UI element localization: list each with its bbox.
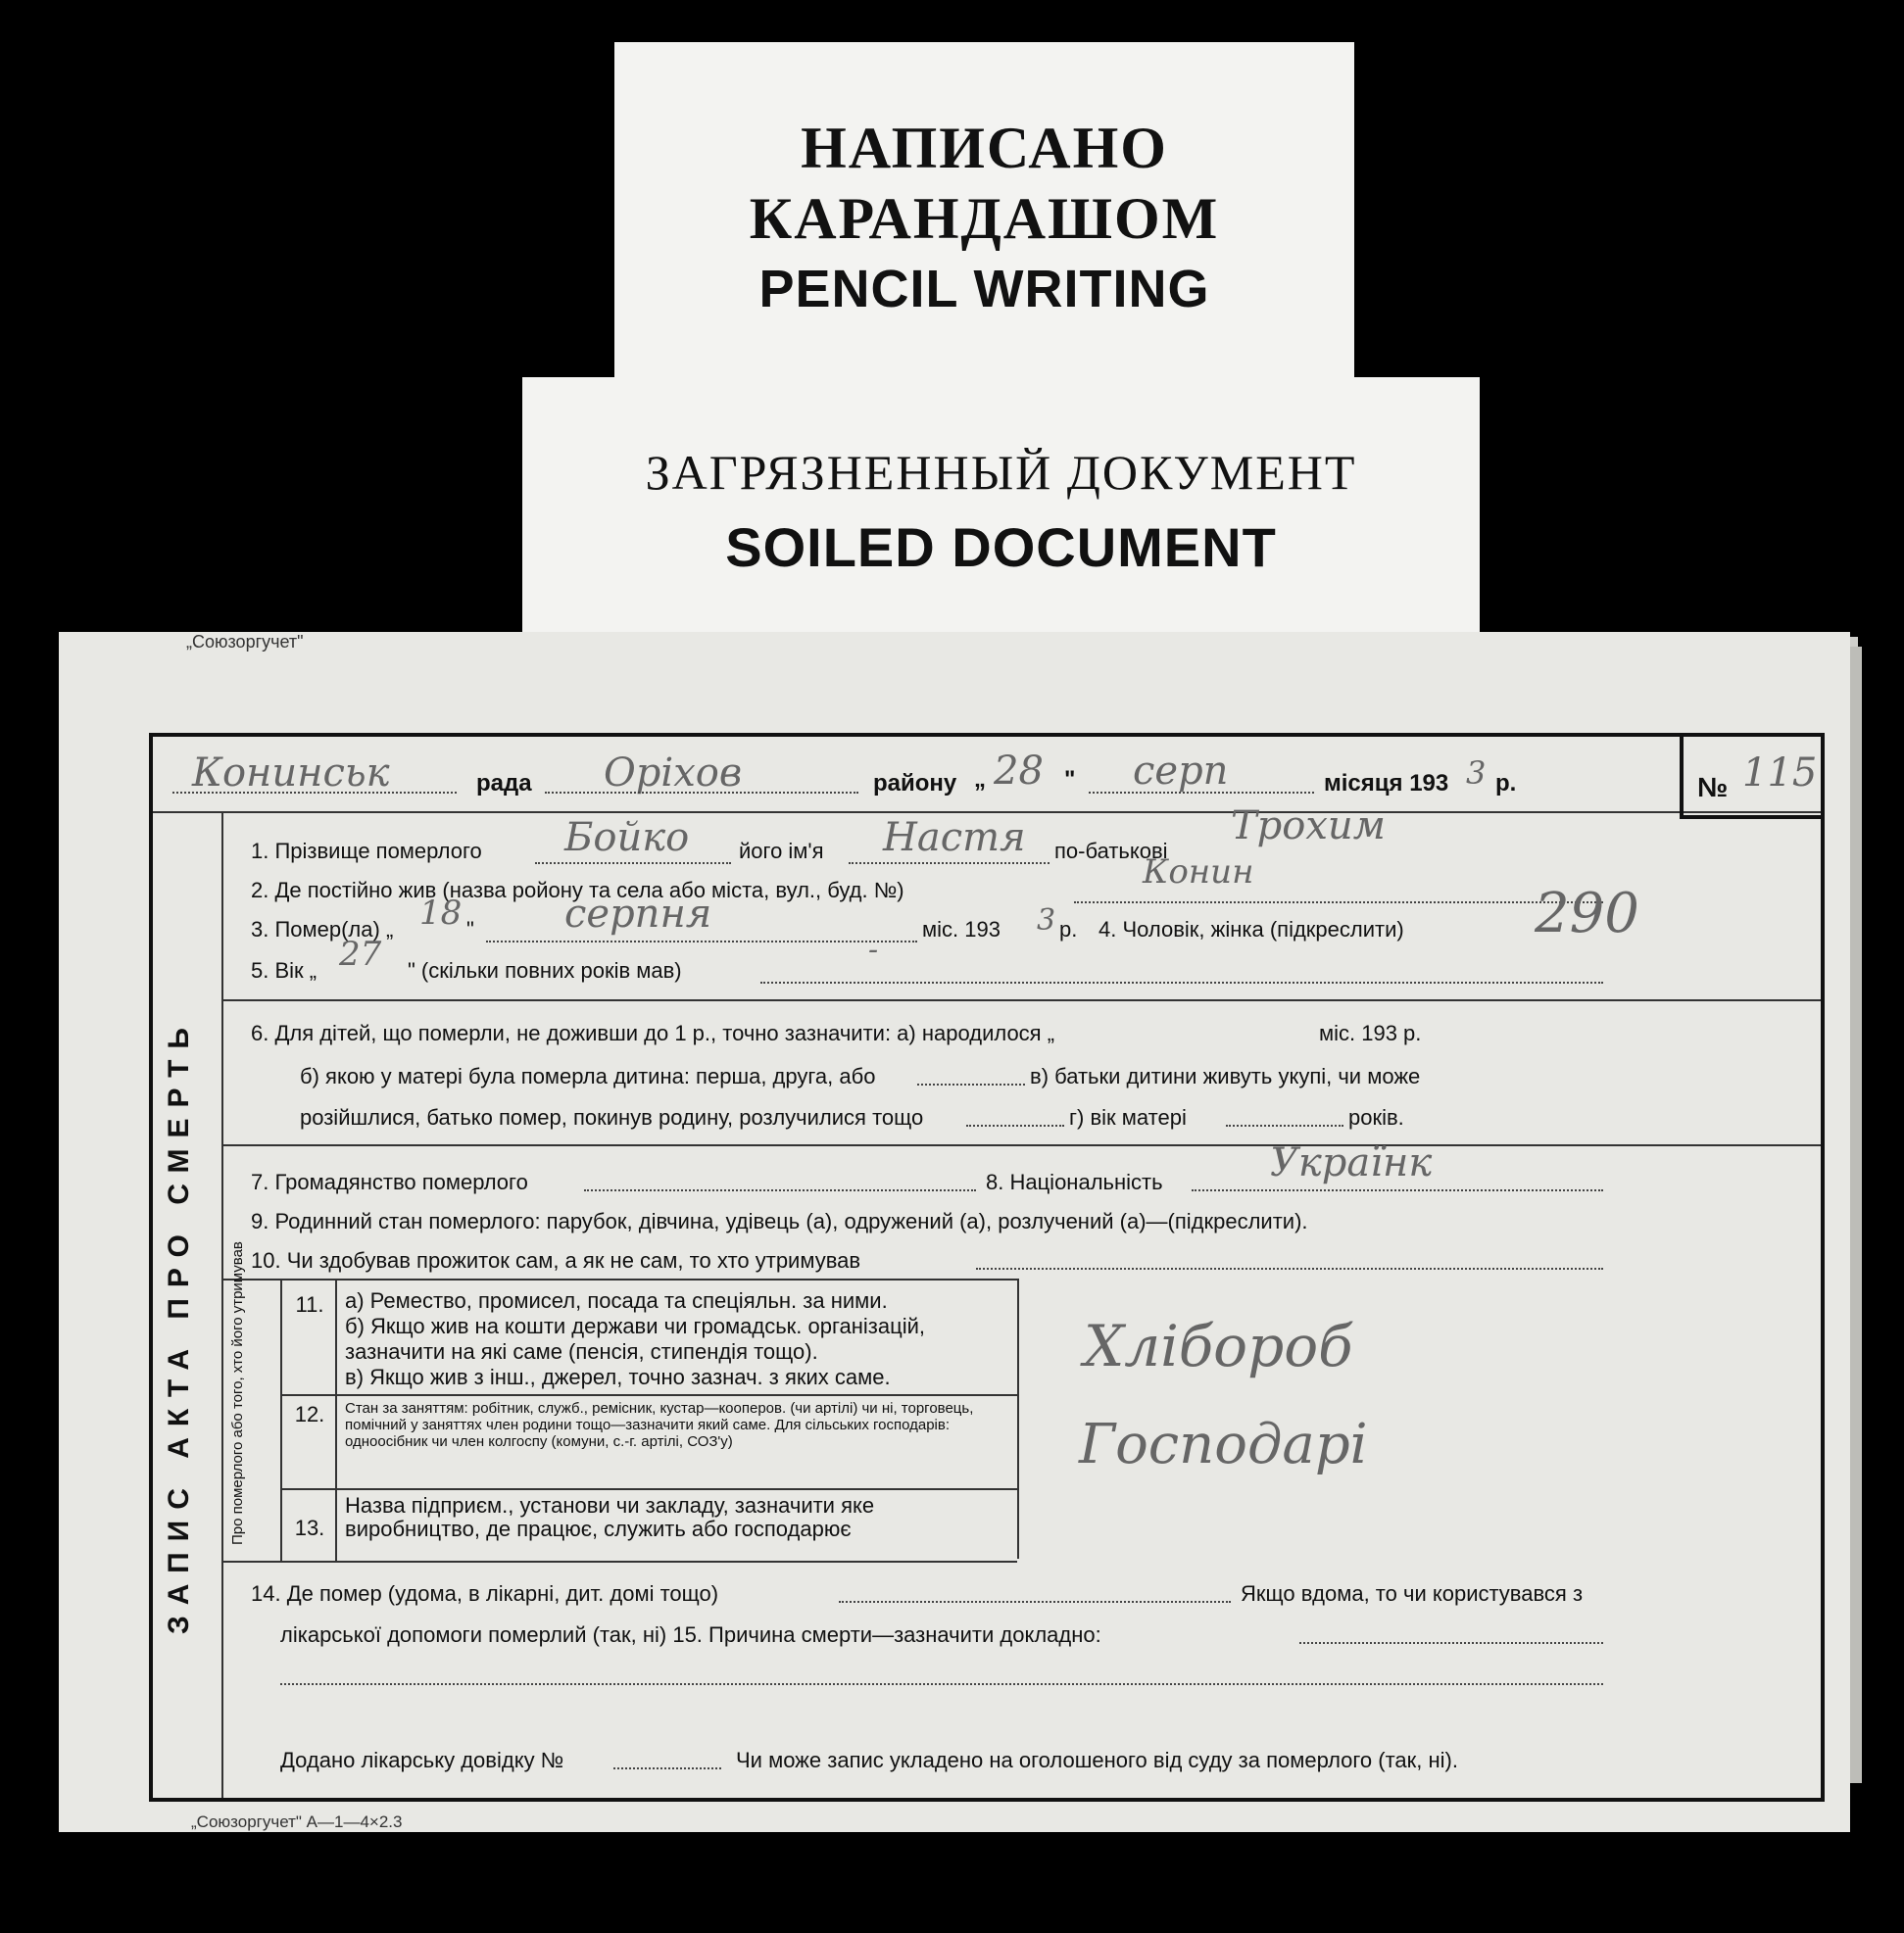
field-8-nationality: 8. Національність xyxy=(986,1170,1163,1194)
hw-dash: - xyxy=(868,933,879,967)
hw-name: Настя xyxy=(883,815,1026,860)
label-number: № xyxy=(1697,772,1729,802)
form-header xyxy=(153,737,1821,813)
hw-day: 28 xyxy=(994,749,1044,794)
field-11-num: 11. xyxy=(295,1292,324,1317)
death-record-form xyxy=(59,632,1850,1832)
soiled-label-en: SOILED DOCUMENT xyxy=(725,516,1277,578)
quote-close-3: " xyxy=(466,917,474,942)
occupation-side-label-cell xyxy=(221,1241,282,1561)
field-13-num: 13. xyxy=(294,1516,325,1540)
field-6a: 6. Для дітей, що померли, не доживши до 1 р., точно зазначити: а) народилося „ xyxy=(251,1021,1055,1045)
hw-margin-mark: 290 xyxy=(1535,882,1639,945)
left-title-band xyxy=(153,811,223,1798)
occupation-side-label: Про померлого або того, хто його утримував xyxy=(229,1241,246,1545)
form-frame xyxy=(149,733,1825,1802)
field-11a: а) Ремество, промисел, посада та спеціяльн. за ними. xyxy=(345,1288,888,1313)
field-16-medical-note: Додано лікарську довідку № xyxy=(280,1748,564,1772)
field-2-residence: 2. Де постійно жив (назва ройону та села або міста, вул., буд. №) xyxy=(251,878,904,902)
hw-raion: Оріхов xyxy=(604,750,743,796)
quote-open: „ xyxy=(974,766,986,793)
hw-patronymic: Трохим xyxy=(1231,803,1386,848)
form-side-title: ЗАПИС АКТА ПРО СМЕРТЬ xyxy=(163,1017,195,1634)
field-1-surname: 1. Прізвище померлого xyxy=(251,839,482,863)
pencil-label-en: PENCIL WRITING xyxy=(758,260,1210,318)
field-3-died: 3. Помер(ла) „ xyxy=(251,917,394,942)
field-7-citizenship: 7. Громадянство померлого xyxy=(251,1170,528,1194)
hw-age: 27 xyxy=(339,935,382,974)
field-11-text xyxy=(345,1288,1011,1390)
field-6a-tail: міс. 193 р. xyxy=(1319,1021,1422,1045)
pencil-label-ru-1: НАПИСАНО xyxy=(801,116,1168,180)
field-5-age: 5. Вік „ xyxy=(251,958,317,983)
soiled-label-ru: ЗАГРЯЗНЕННЫЙ ДОКУМЕНТ xyxy=(645,445,1357,500)
hw-surname: Бойко xyxy=(564,815,690,860)
hw-month: серп xyxy=(1133,749,1229,794)
field-9-marital: 9. Родинний стан померлого: парубок, дівчина, удівець (а), одружений (а), розлучений (а)—(підкреслити). xyxy=(251,1209,1308,1233)
field-3-r: р. xyxy=(1059,917,1078,942)
field-6g: г) вік матері xyxy=(1069,1105,1187,1130)
hw-occupation: Хлібороб xyxy=(1084,1313,1353,1379)
field-14-place: 14. Де помер (удома, в лікарні, дит. домі тощо) xyxy=(251,1581,719,1606)
field-14b-15-cause: лікарської допомоги померлий (так, ні) 15. Причина смерти—зазначити докладно: xyxy=(280,1622,1101,1647)
field-6g-tail: років. xyxy=(1348,1105,1404,1130)
field-11v: в) Якщо жив з інш., джерел, точно зазнач. з яких саме. xyxy=(345,1365,891,1389)
hw-residence: Конин xyxy=(1143,852,1254,892)
field-6c: розійшлися, батько помер, покинув родину, розлучилися тощо xyxy=(300,1105,924,1130)
field-14-tail: Якщо вдома, то чи користувався з xyxy=(1241,1581,1584,1606)
publisher-imprint-bottom: „Союзоргучет" А—1—4×2.3 xyxy=(191,1812,403,1831)
pencil-writing-label xyxy=(614,42,1354,382)
field-6b: б) якою у матері була померла дитина: перша, друга, або xyxy=(300,1064,876,1088)
hw-rada: Конинськ xyxy=(192,750,390,796)
field-12-num: 12. xyxy=(294,1402,325,1426)
label-rada: рада xyxy=(476,770,532,797)
field-3-month-year: міс. 193 xyxy=(922,917,1001,942)
hw-occupation-12: Господарі xyxy=(1079,1413,1368,1476)
hw-record-number: 115 xyxy=(1742,750,1818,796)
hw-death-day: 18 xyxy=(419,894,463,933)
record-number-box xyxy=(1680,733,1821,819)
field-13-text: Назва підприєм., установи чи закладу, зазначити яке виробництво, де працює, служить або господарює xyxy=(345,1493,875,1541)
field-1-name: його ім'я xyxy=(739,839,824,863)
hw-year-digit: 3 xyxy=(1466,754,1487,792)
field-16-tail: Чи може запис укладено на оголошеного від суду за померлого (так, ні). xyxy=(736,1748,1458,1772)
field-12-text: Стан за заняттям: робітник, служб., ремісник, кустар—кооперов. (чи артілі) чи ні, торговець, помічний у заняттях член родини тощо—зазначити який саме. Для сільських господарів: одноосібник чи член колгоспу (комуни, с.-г. артілі, СОЗ'у) xyxy=(345,1400,974,1450)
soiled-document-label xyxy=(522,377,1480,642)
hw-nationality: Українк xyxy=(1270,1140,1433,1185)
publisher-imprint-top: „Союзоргучет" xyxy=(186,632,304,652)
quote-close: " xyxy=(1064,766,1076,793)
field-10-support: 10. Чи здобував прожиток сам, а як не сам, то хто утримував xyxy=(251,1248,861,1273)
hw-death-month: серпня xyxy=(564,892,712,937)
field-4-sex: 4. Чоловік, жінка (підкреслити) xyxy=(1098,917,1404,942)
pencil-label-ru-2: КАРАНДАШОМ xyxy=(749,186,1220,251)
field-1-patronymic: по-батькові xyxy=(1054,839,1168,863)
label-raionu: району xyxy=(873,770,957,797)
field-5-age-note: " (скільки повних років мав) xyxy=(408,958,682,983)
label-month-year: місяця 193 xyxy=(1324,770,1449,797)
hw-death-year-digit: 3 xyxy=(1037,903,1056,938)
label-r: р. xyxy=(1495,770,1517,797)
field-6v: в) батьки дитини живуть укупі, чи може xyxy=(1030,1064,1421,1088)
field-11b: б) Якщо жив на кошти держави чи громадськ. організацій, зазначити на які саме (пенсія, стипендія тощо). xyxy=(345,1314,926,1364)
